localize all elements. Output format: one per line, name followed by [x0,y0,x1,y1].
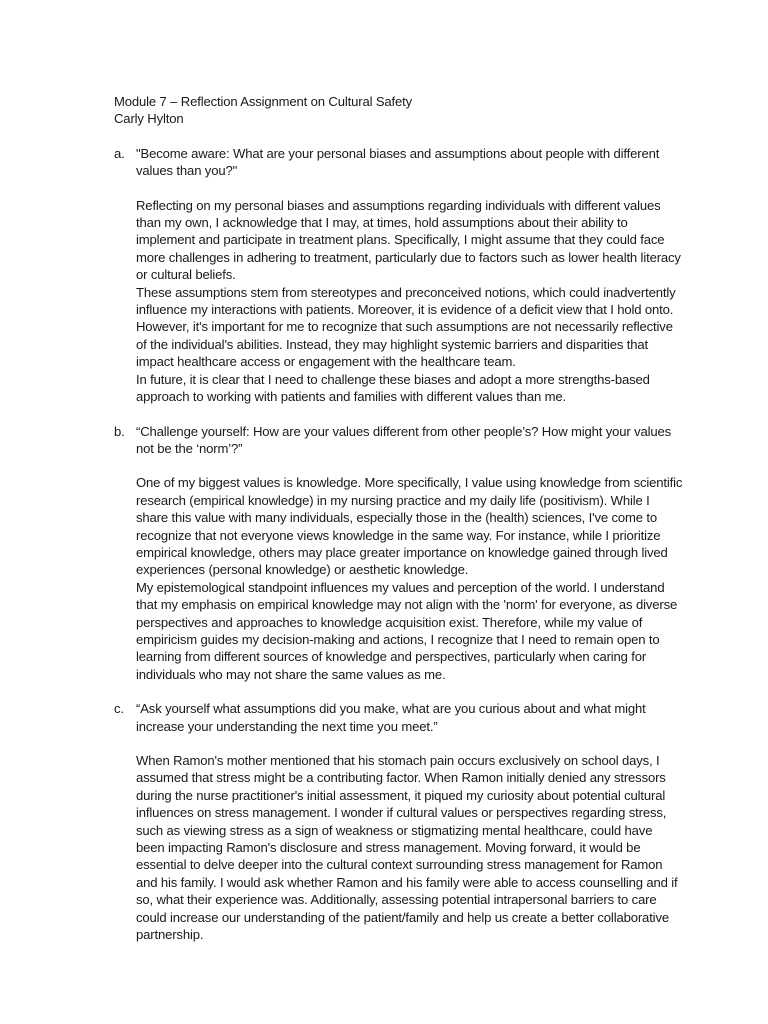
question-marker: b. [114,423,125,439]
question-b [114,423,684,684]
author-name: Carly Hylton [114,111,184,127]
answer-paragraph: In future, it is clear that I need to challenge these biases and adopt a more strengths-based approach to working with patients and families with different values than me. [136,371,650,405]
answer-body [136,197,684,406]
question-prompt: “Challenge yourself: How are your values different from other people’s? How might your values not be the ‘norm’?” [136,423,672,456]
question-marker: c. [114,701,124,717]
document-title: Module 7 – Reflection Assignment on Cultural Safety [114,94,413,109]
answer-paragraph: When Ramon's mother mentioned that his stomach pain occurs exclusively on school days, I assumed that stress might be a contributing factor. When Ramon initially denied any stressors during the nurse practitioner's initial assessment, it piqued my curiosity about potential cultural influences on stress management. I wonder if cultural values or perspectives regarding stress, such as viewing stress as a sign of weakness or stigmatizing mental healthcare, could have been impacting Ramon's disclosure and stress management. Moving forward, it would be essential to delve deeper into the cultural context surrounding stress management for Ramon and his family. I would ask whether Ramon and his family were able to access counselling and if so, what their experience was. Additionally, assessing potential intrapersonal barriers to care could increase our understanding of the patient/family and help us create a better collaborative partnership. [136,753,678,943]
document-body [114,93,684,943]
question-marker: a. [114,145,125,161]
answer-paragraph: Reflecting on my personal biases and assumptions regarding individuals with different values than my own, I acknowledge that I may, at times, hold assumptions about their ability to implement and participate in treatment plans. Specifically, I might assume that they could face more challenges in adhering to treatment, particularly due to factors such as lower health literacy or cultural beliefs. [136,197,681,283]
question-a [114,145,684,406]
question-prompt: "Become aware: What are your personal biases and assumptions about people with different values than you?" [136,145,660,179]
answer-body [136,752,684,943]
answer-paragraph: My epistemological standpoint influences my values and perception of the world. I understand that my emphasis on empirical knowledge may not align with the 'norm' for everyone, as diverse perspectives and approaches to knowledge acquisition exist. Therefore, while my value of empiricism guides my decision-making and actions, I recognize that I need to remain open to learning from different sources of knowledge and perspectives, particularly when caring for individuals who may not share the same values as me. [136,579,678,682]
question-prompt: “Ask yourself what assumptions did you make, what are you curious about and what might increase your understanding the next time you meet.” [136,701,646,734]
answer-body [136,474,684,683]
answer-paragraph: These assumptions stem from stereotypes and preconceived notions, which could inadvertently influence my interactions with patients. Moreover, it is evidence of a deficit view that I hold onto. However, it's important for me to recognize that such assumptions are not necessarily reflective of the individual's abilities. Instead, they may highlight systemic barriers and disparities that impact healthcare access or engagement with the healthcare team. [136,284,676,370]
question-c [114,700,684,943]
answer-paragraph: One of my biggest values is knowledge. More specifically, I value using knowledge from scientific research (empirical knowledge) in my nursing practice and my daily life (positivism). While I share this value with many individuals, especially those in the (health) sciences, I've come to recognize that not everyone views knowledge in the same way. For instance, while I prioritize empirical knowledge, others may place greater importance on knowledge gained through lived experiences (personal knowledge) or aesthetic knowledge. [136,475,683,578]
